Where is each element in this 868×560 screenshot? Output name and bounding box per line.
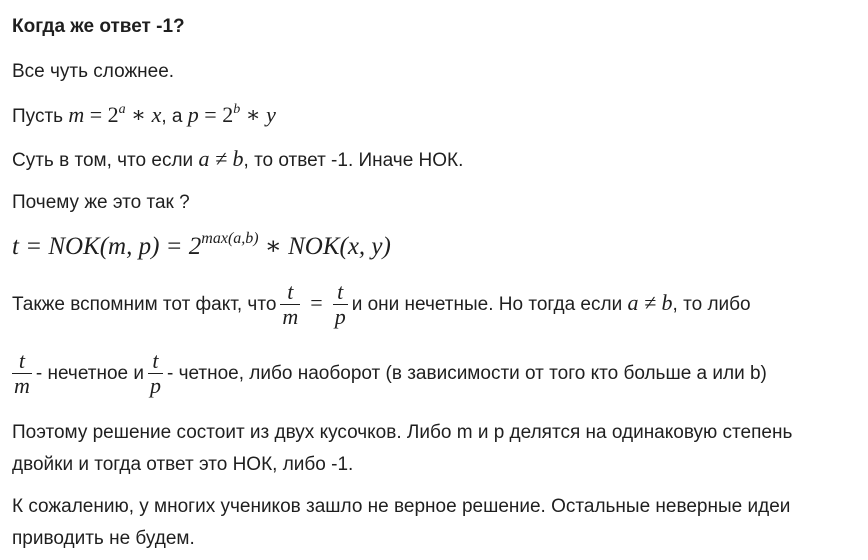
- fact-text-after: , то либо: [672, 294, 751, 315]
- fraction-t-over-m: $\frac{t}{m}$: [282, 279, 299, 330]
- inequality-a-b-2: a ≠ b: [627, 290, 673, 315]
- fraction-t-over-p: $\frac{t}{p}$: [334, 279, 346, 330]
- inequality-a-b: a ≠ b: [198, 146, 244, 171]
- formula-nok: [12, 230, 391, 260]
- parity-text-mid: - нечетное и: [35, 363, 144, 384]
- fraction-t-over-m-2: $\frac{t}{m}$: [14, 348, 30, 399]
- equation-p: $p = 2^b$ ∗ y: [187, 102, 276, 127]
- paragraph-conclusion-line-1: К сожалению, у многих учеников зашло не верное решение. Остальные неверные идеи: [12, 496, 791, 517]
- paragraph-conclusion-line-2: приводить не будем.: [12, 528, 195, 549]
- paragraph-parity: [12, 347, 767, 401]
- equals-sign: =: [310, 290, 323, 315]
- condition-text-before: Суть в том, что если: [12, 150, 199, 171]
- fact-text-mid: и они нечетные. Но тогда если: [351, 294, 628, 315]
- definitions-text-before: Пусть: [12, 106, 69, 127]
- formula-rhs: ∗ NOK(x, y): [258, 233, 391, 260]
- parity-text-after: - четное, либо наоборот (в зависимости от того кто больше a или b): [166, 363, 767, 384]
- formula-exponent: max(a,b): [201, 230, 259, 247]
- paragraph-fact: [12, 276, 751, 332]
- paragraph-definitions: [12, 102, 276, 130]
- paragraph-solution-line-1: Поэтому решение состоит из двух кусочков. Либо m и p делятся на одинаковую степень: [12, 422, 793, 443]
- condition-text-after: , то ответ -1. Иначе НОК.: [243, 150, 464, 171]
- paragraph-condition: [12, 146, 463, 174]
- fraction-t-over-p-2: $\frac{t}{p}$: [149, 348, 161, 399]
- paragraph-solution-line-2: двойки и тогда ответ это НОК, либо -1.: [12, 454, 354, 475]
- definitions-text-mid: , а: [161, 106, 188, 127]
- paragraph-question: Почему же это так ?: [12, 192, 190, 213]
- fact-text-before: Также вспомним тот факт, что: [12, 294, 277, 315]
- formula-lhs: t = NOK(m, p) = 2: [12, 233, 202, 260]
- paragraph-intro: Все чуть сложнее.: [12, 61, 175, 82]
- equation-m: $m = 2^a$ ∗ x: [68, 102, 162, 127]
- section-heading: Когда же ответ -1?: [12, 16, 185, 37]
